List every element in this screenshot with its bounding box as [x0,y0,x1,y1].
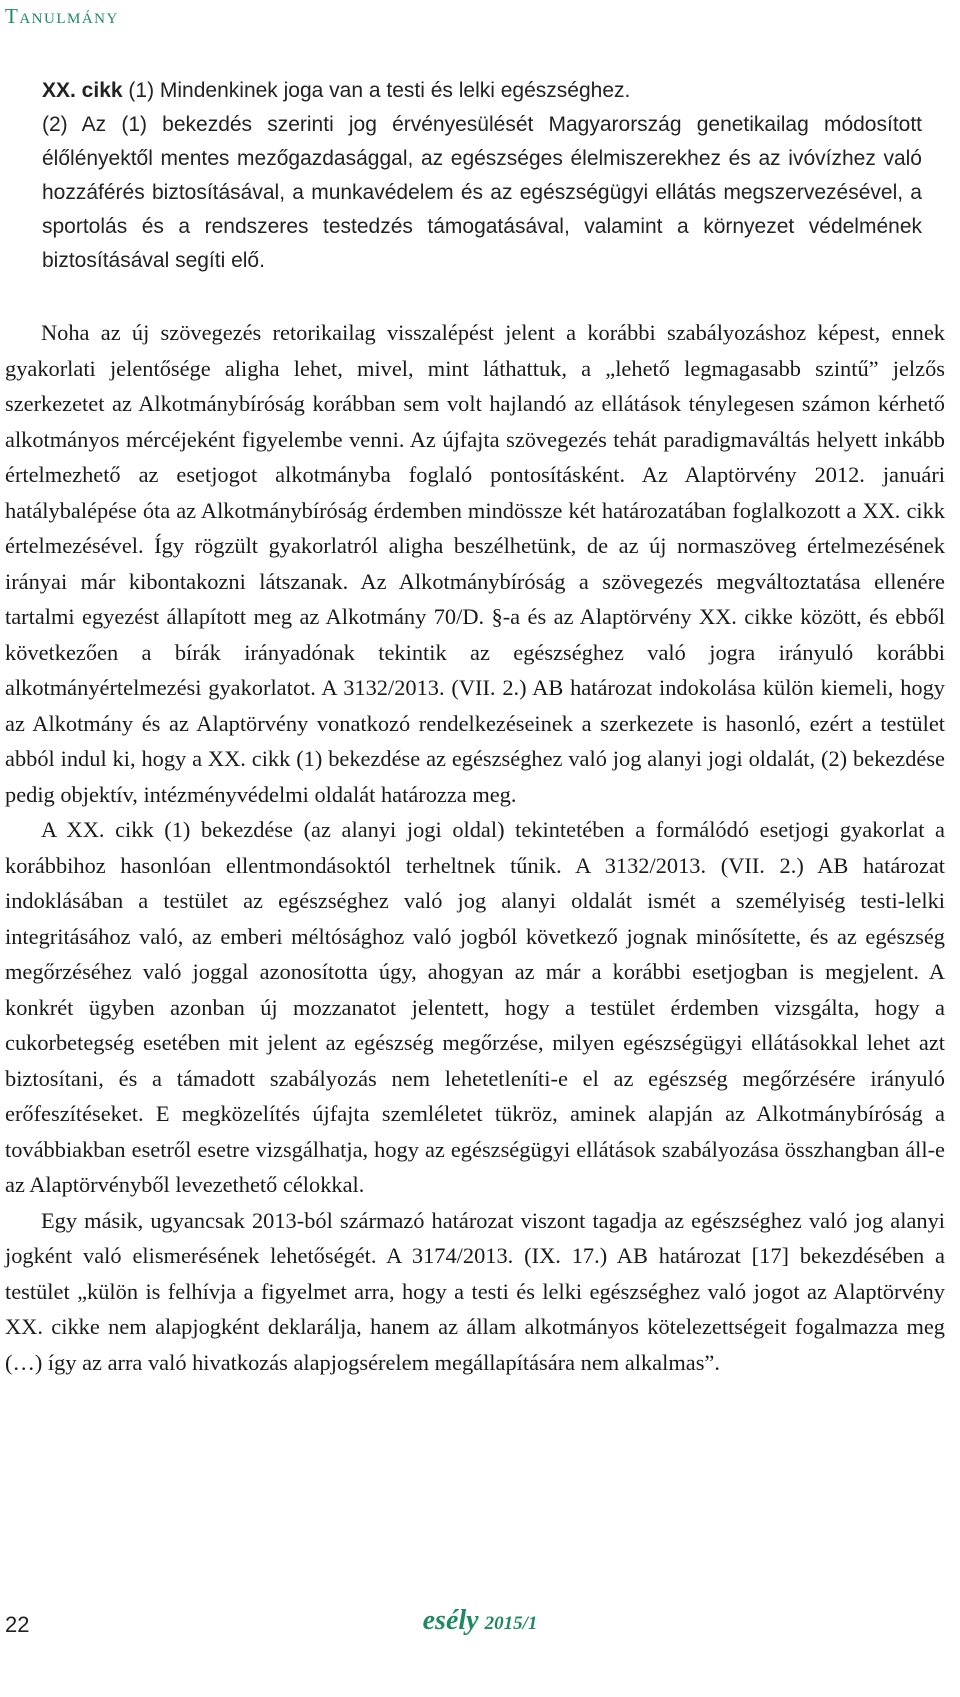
quote-paragraph-1-text: (1) Mindenkinek joga van a testi és lelki egészséghez. [122,79,631,102]
constitution-quote [42,74,922,278]
page-number: 22 [5,1612,30,1637]
article-label: XX. cikk [42,79,123,102]
body-paragraph: Noha az új szövegezés retorikailag visszalépést jelent a korábbi szabályozáshoz képest, ennek gyakorlati jelentősége aligha lehet, mivel, mint láthattuk, a „lehető legmagasabb szintű” jelzős szerkezetet az Alkotmánybíróság korábban sem volt hajlandó az ellátások ténylegesen számon kérhető alkotmányos mércéjeként figyelembe venni. Az újfajta szövegezés tehát paradigmaváltás helyett inkább értelmezhető az esetjogot alkotmányba foglaló pontosításként. Az Alaptörvény 2012. januári hatálybalépése óta az Alkotmánybíróság érdemben mindössze két határozatában foglalkozott a XX. cikk értelmezésével. Így rögzült gyakorlatról aligha beszélhetünk, de az új normaszöveg értelmezésének irányai már kibontakozni látszanak. Az Alkotmánybíróság a szövegezés megváltoztatása ellenére tartalmi egyezést állapított meg az Alkotmány 70/D. §-a és az Alaptörvény XX. cikke között, és ebből következően a bírák irányadónak tekintik az egészséghez való jogra irányuló korábbi alkotmányértelmezési gyakorlatot. A 3132/2013. (VII. 2.) AB határozat indokolása külön kiemeli, hogy az Alkotmány és az Alaptörvény vonatkozó rendelkezéseinek a szerkezete is hasonló, ezért a testület abból indul ki, hogy a XX. cikk (1) bekezdése az egészséghez való jog alanyi jogi oldalát, (2) bekezdése pedig objektív, intézményvédelmi oldalát határozza meg. [5,320,945,807]
journal-issue: 2015/1 [484,1613,538,1634]
running-head: Tanulmány [5,4,119,28]
body-paragraph: Egy másik, ugyancsak 2013-ból származó határozat viszont tagadja az egészséghez való jog alanyi jogként való elismerésének lehetőségét. A 3174/2013. (IX. 17.) AB határozat [17] bekezdésében a testület „külön is felhívja a figyelmet arra, hogy a testi és lelki egészséghez való jogot az Alaptörvény XX. cikke nem alapjogként deklarálja, hanem az állam alkotmányos kötelezettségeit fogalmazza meg (…) így az arra való hivatkozás alapjogsérelem megállapítására nem alkalmas”. [5,1207,945,1375]
body-paragraph: A XX. cikk (1) bekezdése (az alanyi jogi oldal) tekintetében a formálódó esetjogi gyakorlat a korábbihoz hasonlóan ellentmondásoktól terheltnek tűnik. A 3132/2013. (VII. 2.) AB határozat indoklásában a testület az egészséghez való jog alanyi oldalát ismét a személyiség testi-lelki integritásához való, az emberi méltósághoz való jogból következő jognak minősítette, és az egészség megőrzéséhez való joggal azonosította úgy, ahogyan az már a korábbi esetjogban is megjelent. A konkrét ügyben azonban új mozzanatot jelentett, hogy a testület érdemben vizsgálta, hogy a cukorbetegség esetében mit jelent az egészség megőrzése, milyen egészségügyi ellátásokkal lehet azt biztosítani, és a támadott szabályozás nem lehetetleníti-e el az egészség megőrzésére irányuló erőfeszítéseket. E megközelítés újfajta szemléletet tükröz, aminek alapján az Alkotmánybíróság a továbbiakban esetről esetre vizsgálhatja, hogy az egészségügyi ellátások szabályozása összhangban áll-e az Alaptörvényből levezethető célokkal. [5,817,945,1197]
journal-footer [0,1605,960,1637]
quote-paragraph-1 [42,74,922,108]
quote-paragraph-2: (2) Az (1) bekezdés szerinti jog érvényesülését Magyarország genetikailag módosított élőlényektől mentes mezőgazdasággal, az egészséges élelmiszerekhez és az ivóvízhez való hozzáférés biztosításával, a munkavédelem és az egészségügyi ellátás megszervezésével, a sportolás és a rendszeres testedzés támogatásával, valamint a környezet védelmének biztosításával segíti elő. [42,113,922,272]
main-text [5,315,945,1380]
journal-name: esély [422,1605,479,1636]
